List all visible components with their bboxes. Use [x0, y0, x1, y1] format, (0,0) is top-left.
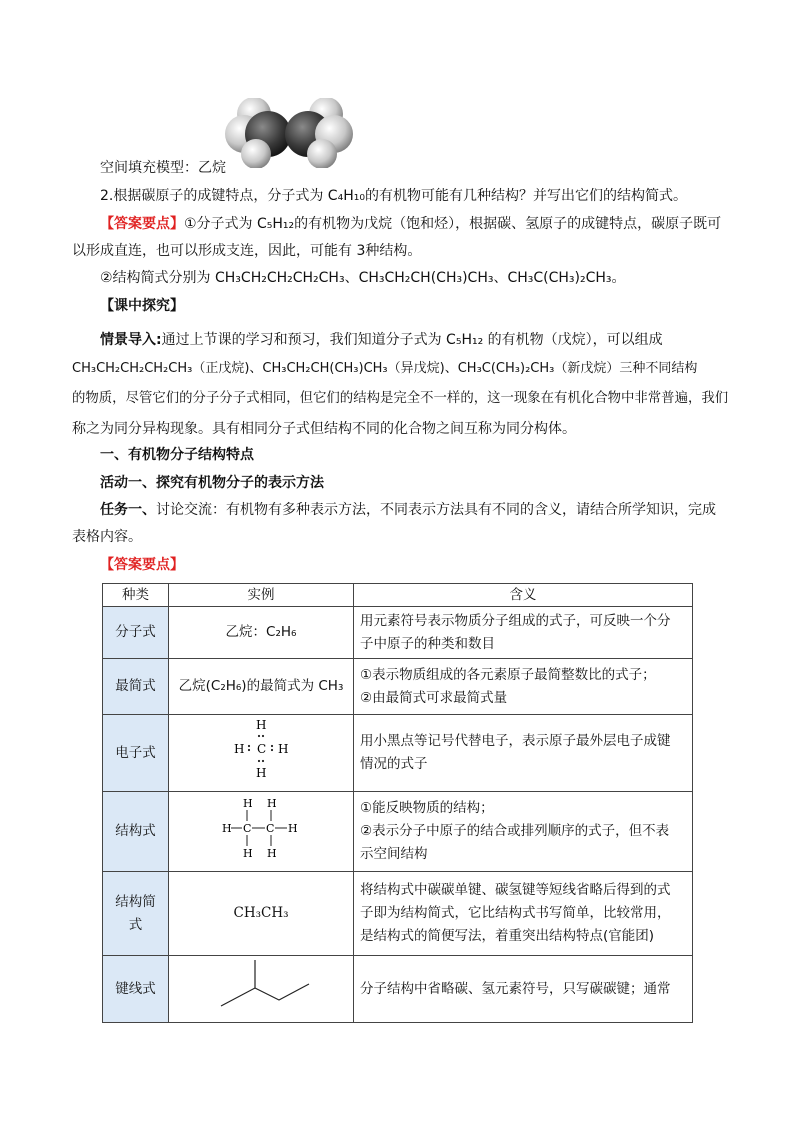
row-meaning: 分子结构中省略碳、氢元素符号，只写碳碳键；通常	[354, 956, 693, 1023]
svg-text:H: H	[256, 766, 267, 780]
row-meaning: ①能反映物质的结构； ②表示分子中原子的结合或排列顺序的式子，但不表 示空间结构	[354, 792, 693, 872]
svg-text:H: H	[234, 742, 245, 756]
intro-line-4: 称之为同分异构现象。具有相同分子式但结构不同的化合物之间互称为同分构体。	[72, 421, 576, 437]
row-example: CH₃CH₃	[169, 872, 354, 956]
row-meaning: 用小黑点等记号代替电子，表示原子最外层电子成键 情况的式子	[354, 715, 693, 792]
table-header-row	[103, 584, 693, 607]
table-row	[103, 715, 693, 792]
svg-text:C: C	[257, 742, 267, 756]
table-row	[103, 956, 693, 1023]
activity-1: 活动一、探究有机物分子的表示方法	[100, 475, 324, 491]
svg-text:C: C	[243, 821, 252, 835]
ethane-structural-formula	[216, 795, 306, 861]
row-kind: 电子式	[103, 715, 169, 792]
row-meaning: 将结构式中碳碳单键、碳氢键等短线省略后得到的式 子即为结构简式，它比结构式书写简单，比较常用， 是结构式的简便写法，着重突出结构特点(官能团)	[354, 872, 693, 956]
task-text: 讨论交流：有机物有多种表示方法，不同表示方法具有不同的含义，请结合所学知识，完成	[156, 502, 716, 518]
answer-1-line-1	[100, 214, 760, 234]
table-row	[103, 872, 693, 956]
table-row	[103, 792, 693, 872]
row-example: 乙烷(C₂H₆)的最简式为 CH₃	[169, 659, 354, 715]
header-kind: 种类	[103, 584, 169, 607]
table-row	[103, 607, 693, 659]
intro-line-1	[100, 330, 760, 350]
table-row	[103, 659, 693, 715]
svg-text:H: H	[243, 846, 253, 860]
intro-line-3: 的物质，尽管它们的分子分子式相同，但它们的结构是完全不一样的，这一现象在有机化合物中非常普遍，我们	[72, 391, 729, 406]
svg-text:C: C	[266, 821, 275, 835]
representation-table	[102, 583, 693, 1023]
svg-text:H: H	[243, 796, 253, 810]
question-2: 2.根据碳原子的成键特点，分子式为 C₄H₁₀的有机物可能有几种结构？并写出它们的结构简式。	[100, 188, 687, 204]
answer-1-line-3: ②结构简式分别为 CH₃CH₂CH₂CH₂CH₃、CH₃CH₂CH(CH₃)CH₃、CH₃C(CH₃)₂CH₃。	[100, 270, 626, 286]
svg-text:H: H	[256, 718, 267, 732]
row-kind: 分子式	[103, 607, 169, 659]
answer-2-tag: 【答案要点】	[100, 557, 184, 573]
header-example: 实例	[169, 584, 354, 607]
row-example	[169, 792, 354, 872]
intro-line-2: CH₃CH₂CH₂CH₂CH₃（正戊烷)、CH₃CH₂CH(CH₃)CH₃（异戊烷)、CH₃C(CH₃)₂CH₃（新戊烷）三种不同结构	[72, 361, 698, 376]
task-lead: 任务一、	[100, 502, 156, 518]
methane-electron-formula	[226, 717, 296, 781]
svg-text:H: H	[267, 796, 277, 810]
row-kind: 结构简式	[103, 872, 169, 956]
row-example	[169, 956, 354, 1023]
row-example: 乙烷：C₂H₆	[169, 607, 354, 659]
intro-lead: 情景导入:	[100, 332, 162, 348]
task-1-line-1	[100, 500, 760, 520]
row-kind: 最简式	[103, 659, 169, 715]
skeletal-formula	[211, 958, 311, 1012]
row-meaning: 用元素符号表示物质分子组成的式子，可反映一个分 子中原子的种类和数目	[354, 607, 693, 659]
row-example	[169, 715, 354, 792]
row-kind: 键线式	[103, 956, 169, 1023]
answer-tag: 【答案要点】	[100, 216, 184, 232]
answer-1-text: ①分子式为 C₅H₁₂的有机物为戊烷（饱和烃），根据碳、氢原子的成键特点，碳原子既可	[184, 216, 722, 232]
svg-text:H: H	[267, 846, 277, 860]
answer-1-line-2: 以形成直连，也可以形成支连，因此，可能有 3种结构。	[72, 243, 422, 259]
row-meaning: ①表示物质组成的各元素原子最简整数比的式子； ②由最简式可求最简式量	[354, 659, 693, 715]
heading-1: 一、有机物分子结构特点	[100, 447, 254, 463]
row-kind: 结构式	[103, 792, 169, 872]
header-meaning: 含义	[354, 584, 693, 607]
svg-text:H: H	[288, 821, 298, 835]
svg-text:H: H	[222, 821, 232, 835]
svg-text:H: H	[278, 742, 289, 756]
model-label: 空间填充模型：乙烷	[100, 160, 226, 176]
intro-text: 通过上节课的学习和预习，我们知道分子式为 C₅H₁₂ 的有机物（戊烷），可以组成	[161, 332, 663, 348]
task-1-line-2: 表格内容。	[72, 529, 142, 545]
section-class-heading: 【课中探究】	[100, 298, 184, 314]
